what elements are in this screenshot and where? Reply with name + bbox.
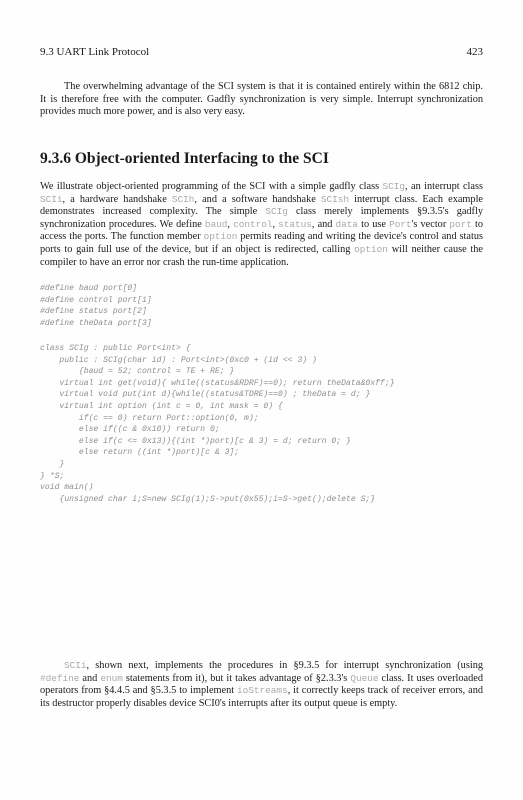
code-line: #define control port[1] <box>40 295 152 305</box>
running-header <box>40 46 483 58</box>
code-line: void main() <box>40 483 94 493</box>
closing-paragraph: SCIi, shown next, implements the procedures in §9.3.5 for interrupt synchronization (using #define and enum statements from it), but it takes advantage of §2.3.3's Queue class. It uses overloaded operators from §4.4.5 and §5.3.5 to implement ioStreams, it correctly keeps track of receiver errors, and its destructor properly disables device SCI0's interrupts after its output queue is empty. <box>40 660 483 709</box>
code-line: } *S; <box>40 471 65 481</box>
header-section: 9.3 UART Link Protocol <box>40 46 150 58</box>
code-line: class SCIg : public Port<int> { <box>40 344 191 353</box>
code-line: else if(c <= 0x13)){(int *)port)[c & 3) = d; return 0; } <box>40 436 351 446</box>
class-listing <box>40 343 500 505</box>
code-line: else return ((int *)port)[c & 3]; <box>40 448 240 458</box>
intro-paragraph: The overwhelming advantage of the SCI system is that it is contained entirely within the 6812 chip. It is therefore free with the computer. Gadfly synchronization is very simple. Interrupt synchronization provides much more power, and is also very easy. <box>40 81 483 118</box>
code-line: if(c == 0) return Port::option(0, m); <box>40 413 259 423</box>
code-line: {unsigned char i;S=new SCIg(1);S->put(0x55);i=S->get();delete S;} <box>40 494 376 504</box>
body-paragraph: We illustrate object-oriented programming of the SCI with a simple gadfly class SCIg, an interrupt class SCIi, a hardware handshake SCIh, and a software handshake SCIsh interrupt class. Each example demonstrates increased complexity. The simple SCIg class merely implements §9.3.5's gadfly synchronization procedures. We define baud, control, status, and data to use Port's vector port to access the ports. The function member option permits reading and writing the device's control and status ports to gain full use of the device, but if an object is redirected, calling option will neither cause the compiler to have an error nor crash the run-time application. <box>40 181 484 268</box>
code-line: virtual int get(void){ while((status&RDRF)==0); return theData&0xff;} <box>40 378 395 388</box>
code-line: } <box>40 459 65 469</box>
code-line: virtual void put(int d){while((status&TDRE)==0) ; theData = d; } <box>40 390 371 400</box>
section-title: 9.3.6 Object-oriented Interfacing to the SCI <box>40 150 329 167</box>
code-line: virtual int option (int c = 0, int mask = 0) { <box>40 401 283 411</box>
code-line: #define status port[2] <box>40 307 147 317</box>
code-line: #define theData port[3] <box>40 318 152 328</box>
code-line: public : SCIg(char id) : Port<int>(0xc0 + (id << 3) ) <box>40 355 317 365</box>
code-line: #define baud port[0] <box>40 284 138 293</box>
page-number: 423 <box>466 46 483 58</box>
define-block <box>40 283 500 329</box>
code-line: {baud = 52; control = TE + RE; } <box>40 367 235 377</box>
code-line: else if((c & 0x10)) return 0; <box>40 425 220 435</box>
